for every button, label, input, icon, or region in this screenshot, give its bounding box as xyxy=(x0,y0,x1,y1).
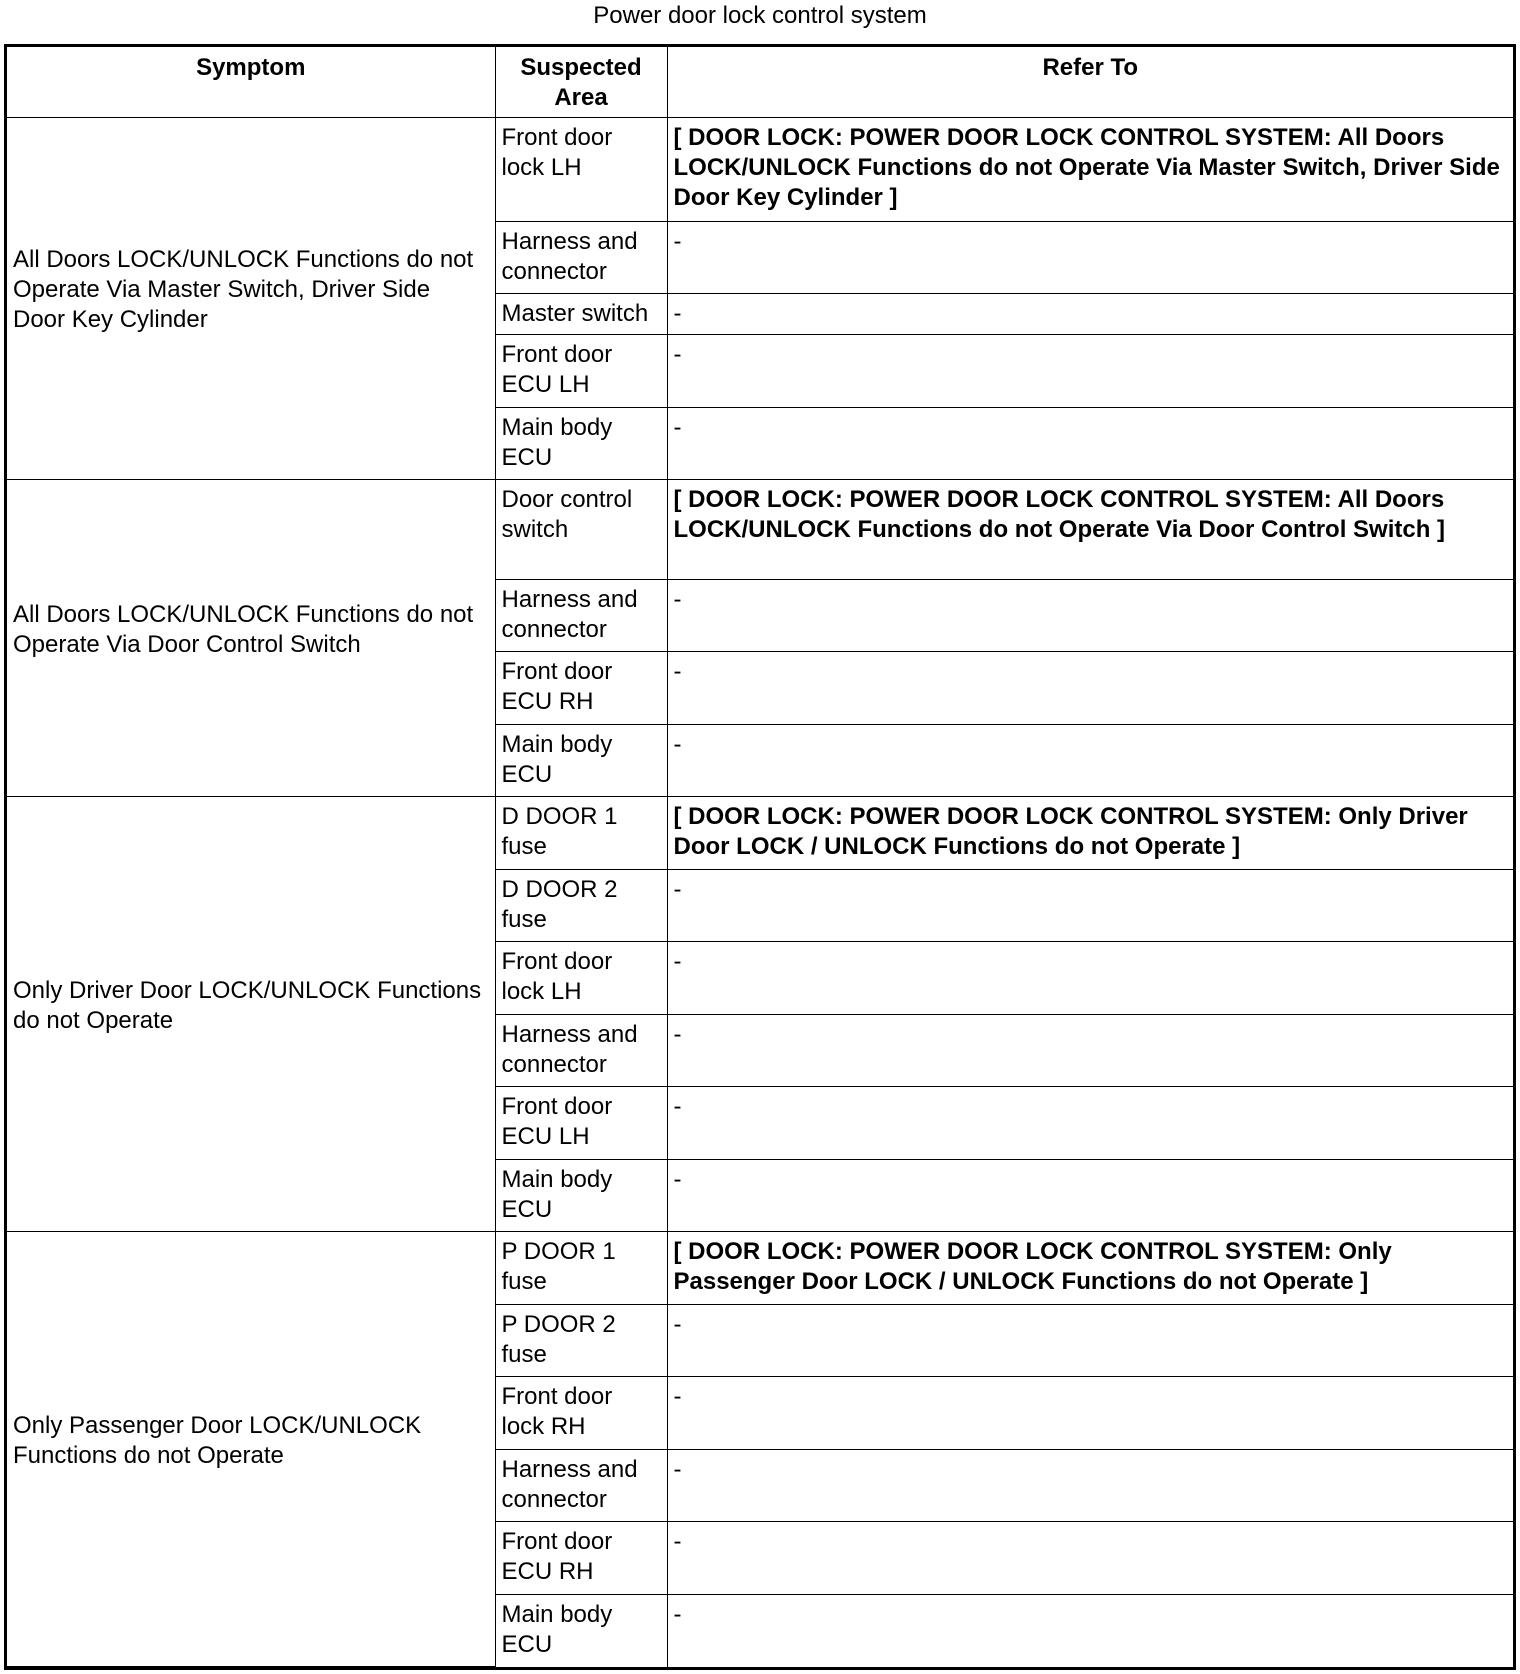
suspected-area-cell: Main body ECU xyxy=(495,1159,667,1232)
suspected-area-cell: D DOOR 2 fuse xyxy=(495,869,667,942)
refer-to-cell: - xyxy=(667,1159,1513,1232)
refer-to-cell: - xyxy=(667,942,1513,1015)
header-refer-to: Refer To xyxy=(667,47,1513,118)
suspected-area-cell: Harness and connector xyxy=(495,1449,667,1522)
symptom-cell: Only Driver Door LOCK/UNLOCK Functions do not Operate xyxy=(7,797,495,1232)
symptom-cell: All Doors LOCK/UNLOCK Functions do not Operate Via Door Control Switch xyxy=(7,480,495,797)
header-symptom: Symptom xyxy=(7,47,495,118)
refer-to-cell: - xyxy=(667,335,1513,408)
table-row xyxy=(7,480,1513,579)
header-row xyxy=(7,47,1513,118)
symptom-cell: All Doors LOCK/UNLOCK Functions do not Operate Via Master Switch, Driver Side Door Key Cylinder xyxy=(7,118,495,480)
refer-to-link[interactable]: [ DOOR LOCK: POWER DOOR LOCK CONTROL SYSTEM: Only Passenger Door LOCK / UNLOCK Functions do not Operate ] xyxy=(667,1232,1513,1305)
refer-to-cell: - xyxy=(667,1449,1513,1522)
suspected-area-cell: Harness and connector xyxy=(495,1014,667,1087)
refer-to-cell: - xyxy=(667,1304,1513,1377)
suspected-area-cell: Front door lock RH xyxy=(495,1377,667,1450)
suspected-area-cell: Master switch xyxy=(495,294,667,335)
refer-to-cell: - xyxy=(667,652,1513,725)
suspected-area-cell: Main body ECU xyxy=(495,407,667,480)
refer-to-cell: - xyxy=(667,294,1513,335)
troubleshooting-table-frame xyxy=(4,44,1516,1670)
refer-to-cell: - xyxy=(667,407,1513,480)
suspected-area-cell: Front door ECU RH xyxy=(495,652,667,725)
refer-to-cell: - xyxy=(667,1087,1513,1160)
table-row xyxy=(7,797,1513,870)
suspected-area-cell: P DOOR 1 fuse xyxy=(495,1232,667,1305)
suspected-area-cell: Door control switch xyxy=(495,480,667,579)
refer-to-cell: - xyxy=(667,869,1513,942)
table-row xyxy=(7,1232,1513,1305)
suspected-area-cell: Main body ECU xyxy=(495,1594,667,1666)
suspected-area-cell: Front door ECU LH xyxy=(495,1087,667,1160)
suspected-area-cell: P DOOR 2 fuse xyxy=(495,1304,667,1377)
symptom-cell: Only Passenger Door LOCK/UNLOCK Functions do not Operate xyxy=(7,1232,495,1667)
suspected-area-cell: Front door lock LH xyxy=(495,942,667,1015)
refer-to-cell: - xyxy=(667,1522,1513,1595)
suspected-area-cell: Harness and connector xyxy=(495,579,667,652)
suspected-area-cell: Main body ECU xyxy=(495,724,667,797)
table-row xyxy=(7,118,1513,222)
refer-to-cell: - xyxy=(667,1377,1513,1450)
suspected-area-cell: Harness and connector xyxy=(495,221,667,294)
refer-to-link[interactable]: [ DOOR LOCK: POWER DOOR LOCK CONTROL SYSTEM: All Doors LOCK/UNLOCK Functions do not Operate Via Master Switch, Driver Side Door Key Cylinder ] xyxy=(667,118,1513,222)
refer-to-link[interactable]: [ DOOR LOCK: POWER DOOR LOCK CONTROL SYSTEM: All Doors LOCK/UNLOCK Functions do not Operate Via Door Control Switch ] xyxy=(667,480,1513,579)
refer-to-cell: - xyxy=(667,1014,1513,1087)
suspected-area-cell: D DOOR 1 fuse xyxy=(495,797,667,870)
suspected-area-cell: Front door ECU RH xyxy=(495,1522,667,1595)
header-suspected-area: Suspected Area xyxy=(495,47,667,118)
troubleshooting-table xyxy=(7,47,1513,1667)
refer-to-cell: - xyxy=(667,221,1513,294)
refer-to-cell: - xyxy=(667,579,1513,652)
suspected-area-cell: Front door ECU LH xyxy=(495,335,667,408)
refer-to-cell: - xyxy=(667,724,1513,797)
table-caption: Power door lock control system xyxy=(593,2,927,29)
suspected-area-cell: Front door lock LH xyxy=(495,118,667,222)
refer-to-cell: - xyxy=(667,1594,1513,1666)
refer-to-link[interactable]: [ DOOR LOCK: POWER DOOR LOCK CONTROL SYSTEM: Only Driver Door LOCK / UNLOCK Functions do not Operate ] xyxy=(667,797,1513,870)
